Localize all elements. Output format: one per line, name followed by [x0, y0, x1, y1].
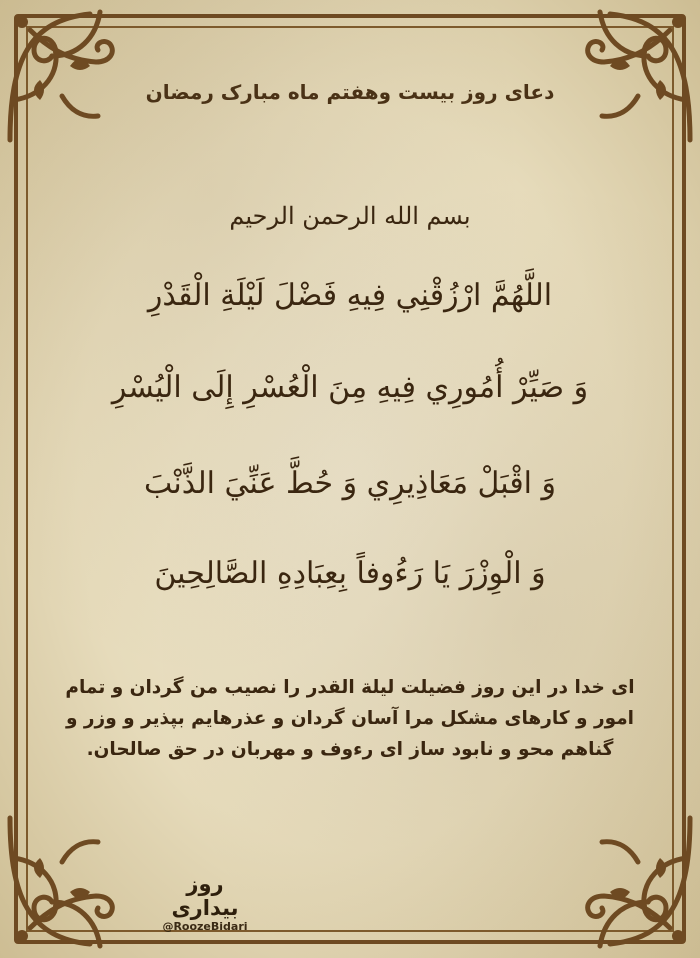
prayer-line: اللَّهُمَّ ارْزُقْنِي فِيهِ فَضْلَ لَيْلَةِ الْقَدْرِ	[147, 278, 553, 313]
bismillah: بسم الله الرحمن الرحيم	[229, 202, 471, 230]
corner-ornament-icon	[550, 0, 700, 150]
corner-ornament-icon	[0, 0, 150, 150]
prayer-line: وَ اقْبَلْ مَعَاذِيرِي وَ حُطَّ عَنِّيَ الذَّنْبَ	[143, 466, 557, 501]
brand-name: روز بیداری	[171, 872, 239, 920]
prayer-line: وَ صَيِّرْ أُمُورِي فِيهِ مِنَ الْعُسْرِ إِلَى الْيُسْرِ	[111, 370, 589, 405]
brand-handle: @RoozeBidari	[162, 920, 248, 933]
page-title: دعای روز بیست وهفتم ماه مبارک رمضان	[145, 80, 555, 104]
corner-ornament-icon	[550, 808, 700, 958]
persian-translation: ای خدا در این روز فضیلت لیلة القدر را نصیب من گردان و تمام امور و کارهای مشکل مرا آسان گردان و عذرهایم بپذیر و وزر و گناهم محو و نابود ساز ای رءوف و مهربان در حق صالحان.	[65, 677, 635, 760]
brand-logo	[150, 872, 260, 933]
prayer-line: وَ الْوِزْرَ يَا رَءُوفاً بِعِبَادِهِ الصَّالِحِينَ	[154, 556, 546, 591]
corner-ornament-icon	[0, 808, 150, 958]
